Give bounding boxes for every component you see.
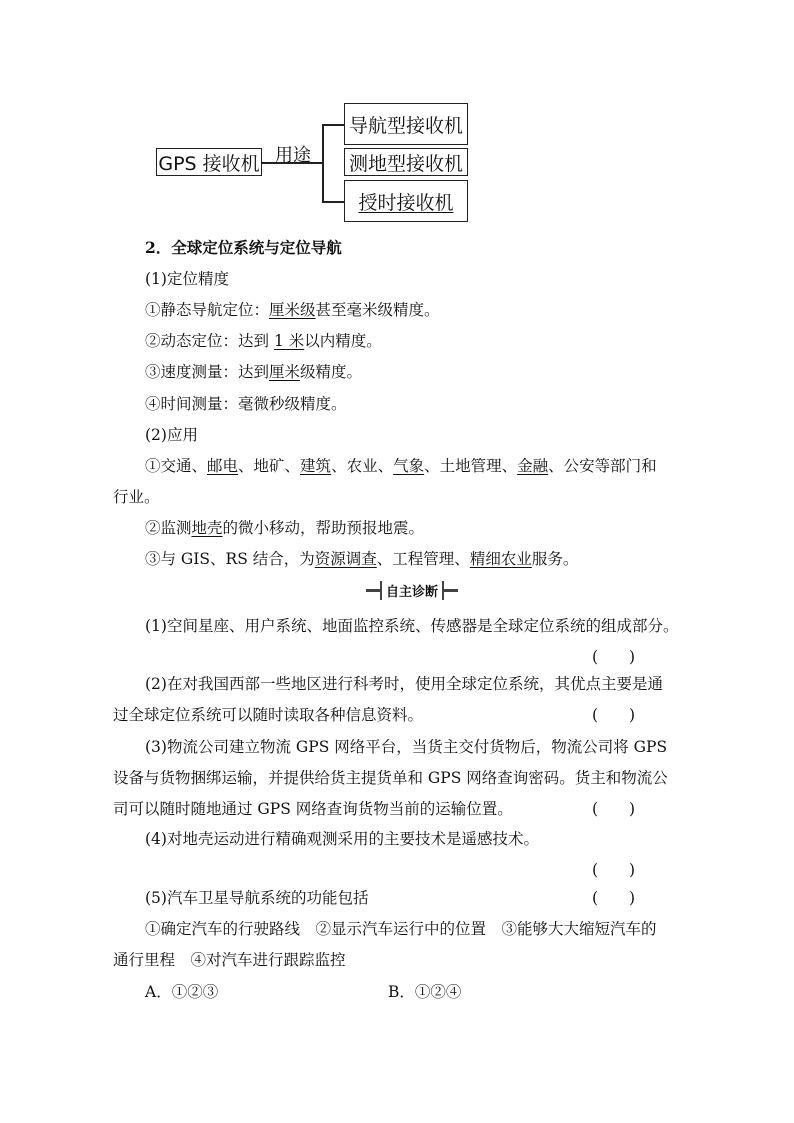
application-item-1: ①交通、邮电、地矿、建筑、农业、气象、土地管理、金融、公安等部门和 <box>145 457 657 475</box>
branch-line-3 <box>322 201 346 203</box>
navigation-receiver-label: 导航型接收机 <box>348 114 463 137</box>
gps-receiver-label: GPS 接收机 <box>158 152 260 175</box>
choice-a: A．①②③ <box>145 983 219 1001</box>
section-title: 2．全球定位系统与定位导航 <box>145 238 342 257</box>
branch-vertical-line <box>322 124 324 202</box>
application-heading: (2)应用 <box>145 426 198 444</box>
question-1: (1)空间星座、用户系统、地面监控系统、传感器是全球定位系统的组成部分。 <box>145 617 679 635</box>
question-2-line-1: (2)在对我国西部一些地区进行科考时，使用全球定位系统，其优点主要是通 <box>145 675 663 693</box>
question-5-bracket: ( ) <box>592 889 636 907</box>
gps-receiver-box <box>156 148 262 176</box>
application-item-1-cont: 行业。 <box>113 488 160 506</box>
question-5: (5)汽车卫星导航系统的功能包括 <box>145 889 369 907</box>
timing-receiver-box <box>344 180 468 222</box>
surveying-receiver-label: 测地型接收机 <box>348 152 463 175</box>
surveying-receiver-box <box>344 148 468 176</box>
question-4: (4)对地壳运动进行精确观测采用的主要技术是遥感技术。 <box>145 830 539 848</box>
timing-receiver-label <box>358 188 453 215</box>
question-2-bracket: ( ) <box>592 706 636 724</box>
precision-item-4: ④时间测量：毫微秒级精度。 <box>145 395 347 413</box>
question-3-line-2: 设备与货物捆绑运输，并提供给货主提货单和 GPS 网络查询密码。货主和物流公 <box>113 769 668 787</box>
application-item-2: ②监测地壳的微小移动，帮助预报地震。 <box>145 519 425 537</box>
question-1-bracket: ( ) <box>592 648 636 666</box>
question-5-options-line-2: 通行里程 ④对汽车进行跟踪监控 <box>113 951 346 969</box>
choice-b: B．①②④ <box>388 983 462 1001</box>
question-5-options-line-1: ①确定汽车的行驶路线 ②显示汽车运行中的位置 ③能够大大缩短汽车的 <box>145 920 657 938</box>
application-item-3: ③与 GIS、RS 结合，为资源调查、工程管理、精细农业服务。 <box>145 550 579 568</box>
self-diagnosis-label: 自主诊断 <box>380 581 444 600</box>
question-2-line-2: 过全球定位系统可以随时读取各种信息资料。 <box>113 706 424 724</box>
precision-heading: (1)定位精度 <box>145 270 229 288</box>
connector-label: 用途 <box>275 145 311 166</box>
question-4-bracket: ( ) <box>592 861 636 879</box>
navigation-receiver-box <box>344 103 468 145</box>
question-3-line-3: 司可以随时随地通过 GPS 网络查询货物当前的运输位置。 <box>113 800 513 818</box>
precision-item-1: ①静态导航定位：厘米级甚至毫米级精度。 <box>145 301 440 319</box>
self-diagnosis-banner <box>366 582 458 599</box>
precision-item-3: ③速度测量：达到厘米级精度。 <box>145 363 363 381</box>
question-3-line-1: (3)物流公司建立物流 GPS 网络平台，当货主交付货物后，物流公司将 GPS <box>145 738 668 756</box>
branch-line-1 <box>322 124 346 126</box>
question-3-bracket: ( ) <box>592 800 636 818</box>
precision-item-2: ②动态定位：达到 1 米以内精度。 <box>145 332 382 350</box>
timing-receiver-label-underlined: 授时接收机 <box>358 191 454 214</box>
